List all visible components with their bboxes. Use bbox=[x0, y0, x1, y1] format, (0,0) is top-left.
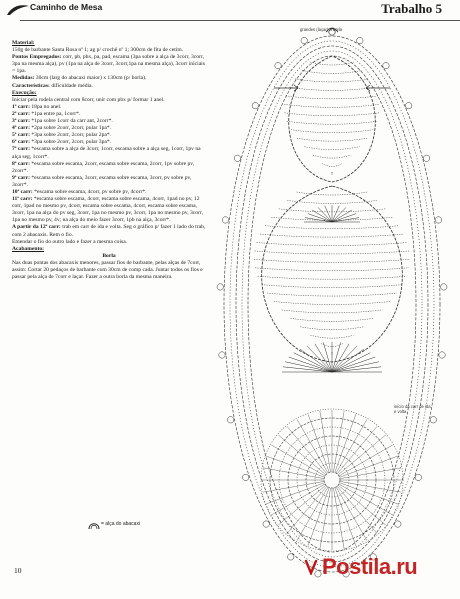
large-pineapple bbox=[310, 335, 353, 338]
motif-spoke bbox=[336, 487, 367, 541]
round-number: 8ª carr: bbox=[12, 160, 30, 167]
small-pineapple bbox=[286, 96, 378, 99]
small-pineapple bbox=[284, 104, 380, 107]
round-text: *1pa sobre 1corr da carr ant, 2corr*. bbox=[29, 118, 113, 125]
large-pineapple bbox=[260, 234, 404, 237]
motif-spoke bbox=[308, 414, 329, 472]
round-text: *escama sobre escama, 3corr, escama sobre escama, 3corr, pv sobre pv, 3corr*. bbox=[12, 174, 192, 188]
small-pineapple bbox=[304, 147, 359, 150]
motif-spoke bbox=[337, 426, 377, 473]
edge-scallop bbox=[227, 417, 233, 423]
small-pineapple-outline bbox=[289, 56, 376, 182]
edge-scallop bbox=[415, 474, 421, 480]
large-pineapple bbox=[265, 226, 399, 229]
edge-scallop bbox=[435, 217, 441, 223]
large-pineapple bbox=[254, 259, 410, 262]
motif-spoke bbox=[287, 426, 327, 473]
medidas-text: 30cm (larg do abacaxi maior) x 130cm (p/ borla). bbox=[35, 75, 147, 82]
round-row bbox=[12, 161, 206, 175]
small-pineapple bbox=[322, 164, 342, 167]
large-pineapple bbox=[255, 268, 409, 271]
motif-spoke bbox=[333, 488, 344, 549]
edge-scallop bbox=[219, 352, 225, 358]
pineapple-loop-icon bbox=[88, 520, 100, 530]
edge-scallop bbox=[430, 417, 436, 423]
edge-scallop bbox=[357, 37, 363, 43]
motif-round bbox=[324, 472, 340, 488]
swoosh-icon bbox=[6, 4, 30, 16]
instructions-column bbox=[12, 40, 206, 281]
small-pineapple bbox=[313, 155, 351, 158]
motif-spoke bbox=[340, 456, 398, 477]
motif-spoke bbox=[278, 485, 325, 525]
edge-scallop bbox=[441, 284, 447, 290]
arrow-left-icon bbox=[366, 85, 390, 91]
motif-spoke bbox=[340, 481, 401, 492]
round-text: *3pa sobre 2corr, 2corr, pular 2pa*. bbox=[29, 132, 112, 139]
watermark-logo-icon bbox=[304, 559, 318, 575]
edge-scallop bbox=[263, 521, 269, 527]
round-row bbox=[12, 196, 206, 224]
edge-scallop bbox=[288, 554, 294, 560]
motif-spoke bbox=[320, 411, 331, 472]
round-row bbox=[12, 146, 206, 160]
motif-spoke bbox=[266, 456, 324, 477]
outline-round bbox=[248, 56, 416, 552]
borla-text: Nas duas pontas dos abacaxis menores, passar fios de barbante, pelas alças de 7corr, assim: Cortar 20 pedaços de barbante com 30cm de comp cada. Juntar todos os fios e passar pela alça de 7corr e laçar. Fazer a outra borla da mesma maneira. bbox=[12, 259, 203, 281]
round-text: *escama sobre escama, 4corr, escama sobre escama, 4corr, 1pad no pv, 12 corr, 1pad no mesmo pv, 4corr, escama sobre escama, 4corr, escama sobre escama, 3corr, 1pa na alça do pv seg, 3corr, 1pa no mesmo pv, 3corr, 1pa no mesmo pv, 3corr, 1pa no mesmo pv, 4v; na alça do meio fazer 3corr, 1pb na alça, 3corr*. bbox=[12, 196, 203, 224]
round-row bbox=[12, 125, 206, 132]
section-title: Caminho de Mesa bbox=[30, 2, 103, 12]
motif-spoke bbox=[333, 411, 344, 472]
round-text: *1pa entre pa, 1corr*. bbox=[29, 110, 81, 117]
round-number: 1ª carr: bbox=[12, 103, 30, 110]
round-row bbox=[12, 175, 206, 189]
large-pineapple bbox=[267, 293, 397, 296]
large-pineapple bbox=[287, 200, 377, 203]
material-heading: Material: bbox=[12, 40, 35, 46]
small-pineapple bbox=[297, 138, 367, 141]
round-number: 10ª carr: bbox=[12, 188, 33, 195]
large-pineapple bbox=[290, 318, 373, 321]
round-text: *escama sobre a alça de 3corr, 1corr, escama sobre a alça seg, 1corr, 1pv na alça seg, 1corr*. bbox=[12, 146, 201, 160]
edge-scallop bbox=[217, 284, 223, 290]
edge-scallop bbox=[301, 37, 307, 43]
large-pineapple bbox=[258, 276, 407, 279]
round-row bbox=[12, 189, 206, 196]
motif-spoke bbox=[308, 488, 329, 546]
round-text: *escama sobre escama, 2corr, escama sobre escama, 2corr, 1pv sobre pv, 2corr*. bbox=[12, 160, 195, 174]
watermark: Postila.ru bbox=[322, 554, 418, 579]
round-row bbox=[12, 139, 206, 146]
round-number: 2ª carr: bbox=[12, 110, 30, 117]
round-row bbox=[12, 118, 206, 125]
large-pineapple bbox=[274, 301, 391, 304]
small-pineapple bbox=[295, 79, 369, 82]
round-list bbox=[12, 104, 206, 225]
small-pineapple bbox=[302, 70, 362, 73]
round-row bbox=[12, 104, 206, 111]
edge-scallop bbox=[423, 155, 429, 161]
apartir-text: trab em carr de ida e volta. Seg o gráfico p/ fazer 1 lado do trab, com 2 abacaxis. Rem o fio. bbox=[12, 224, 206, 238]
round-number: 4ª carr: bbox=[12, 125, 30, 132]
crochet-chart-drawing bbox=[214, 22, 450, 582]
large-pineapple bbox=[262, 285, 403, 288]
outline-round bbox=[242, 51, 422, 557]
round-text: *2pa sobre 2corr, 2corr, pular 1pa*. bbox=[29, 125, 112, 132]
large-pineapple bbox=[255, 251, 410, 254]
arrow-right-icon bbox=[274, 85, 298, 91]
caract-heading: Características: bbox=[12, 82, 50, 89]
execucao-heading: Execução: bbox=[12, 89, 37, 96]
outline-round bbox=[236, 46, 428, 562]
round-number: 7ª carr: bbox=[12, 146, 30, 153]
motif-spoke bbox=[335, 414, 356, 472]
motif-spoke bbox=[297, 419, 328, 473]
large-pineapple bbox=[282, 310, 383, 313]
edge-scallop bbox=[383, 62, 389, 68]
edge-scallop bbox=[234, 155, 240, 161]
motif-spoke bbox=[263, 468, 324, 479]
edge-scallop bbox=[405, 103, 411, 109]
legend-text: = alça do abacaxi bbox=[101, 521, 141, 527]
crochet-chart bbox=[214, 22, 450, 582]
round-number: 6ª carr: bbox=[12, 139, 30, 146]
small-pineapple bbox=[287, 121, 378, 124]
medidas-heading: Medidas: bbox=[12, 75, 35, 82]
borla-heading: Borla bbox=[102, 252, 116, 259]
pontos-text: corr, pb, pbx, pa, pad, escama (3pa sobre a alça de 3corr, 3corr, 3pa na mesma alça), pv (1pa na alça de 3corr, 3corr,1pa na mesma alça), 3corr iniciais = 1pa. bbox=[12, 54, 205, 75]
round-number: 9ª carr: bbox=[12, 174, 30, 181]
edge-scallop bbox=[275, 62, 281, 68]
round-text: *escama sobre escama, 4corr, pv sobre pv, 4corr*. bbox=[32, 188, 147, 195]
round-text: 18pa no anel. bbox=[29, 103, 62, 110]
round-row bbox=[12, 132, 206, 139]
caract-text: dificuldade média. bbox=[51, 82, 93, 89]
motif-spoke bbox=[320, 488, 331, 549]
acabamento-heading: Acabamento: bbox=[12, 245, 45, 252]
edge-scallop bbox=[252, 103, 258, 109]
emendar-text: Emendar o fio do outro lado e fazer a mesma coisa. bbox=[12, 238, 128, 245]
round-row bbox=[12, 111, 206, 118]
edge-scallop bbox=[395, 521, 401, 527]
round-text: *3pa sobre 2corr, 2corr, pular 3pa*. bbox=[29, 139, 112, 146]
page-header bbox=[0, 0, 460, 22]
edge-scallop bbox=[243, 474, 249, 480]
edge-scallop bbox=[222, 217, 228, 223]
small-pineapple bbox=[291, 130, 373, 133]
large-pineapple bbox=[257, 243, 408, 246]
motif-spoke bbox=[335, 488, 356, 546]
round-number: 11ª carr: bbox=[12, 196, 33, 203]
edge-scallop bbox=[439, 352, 445, 358]
motif-spoke bbox=[271, 484, 325, 515]
motif-spoke bbox=[338, 435, 385, 475]
small-pineapple bbox=[284, 113, 379, 116]
motif-spoke bbox=[263, 481, 324, 492]
motif-spoke bbox=[337, 486, 377, 533]
motif-spoke bbox=[340, 468, 401, 479]
round-number: 5ª carr: bbox=[12, 132, 30, 139]
round-number: 3ª carr: bbox=[12, 118, 30, 125]
top-label: grandes (laçar) a borla bbox=[300, 27, 343, 32]
side-label: início da carr de ida e volta bbox=[394, 404, 431, 414]
material-text: 150g de barbante Santa Rosa nº 1; ag p/ crochê nº 1; 300cm de fita de cetim. bbox=[12, 47, 184, 54]
apartir-heading: A partir da 12ª carr: bbox=[12, 224, 61, 231]
large-pineapple bbox=[297, 192, 368, 195]
execucao-intro: Iniciar pela rodela central com 8corr, unir com pbx p/ formar 1 anel. bbox=[12, 96, 165, 103]
small-pineapple bbox=[289, 87, 374, 90]
pontos-heading: Pontos Empregados: bbox=[12, 54, 62, 61]
large-pineapple bbox=[300, 327, 364, 330]
project-title: Trabalho 5 bbox=[381, 1, 442, 16]
page-number: 10 bbox=[14, 566, 22, 575]
